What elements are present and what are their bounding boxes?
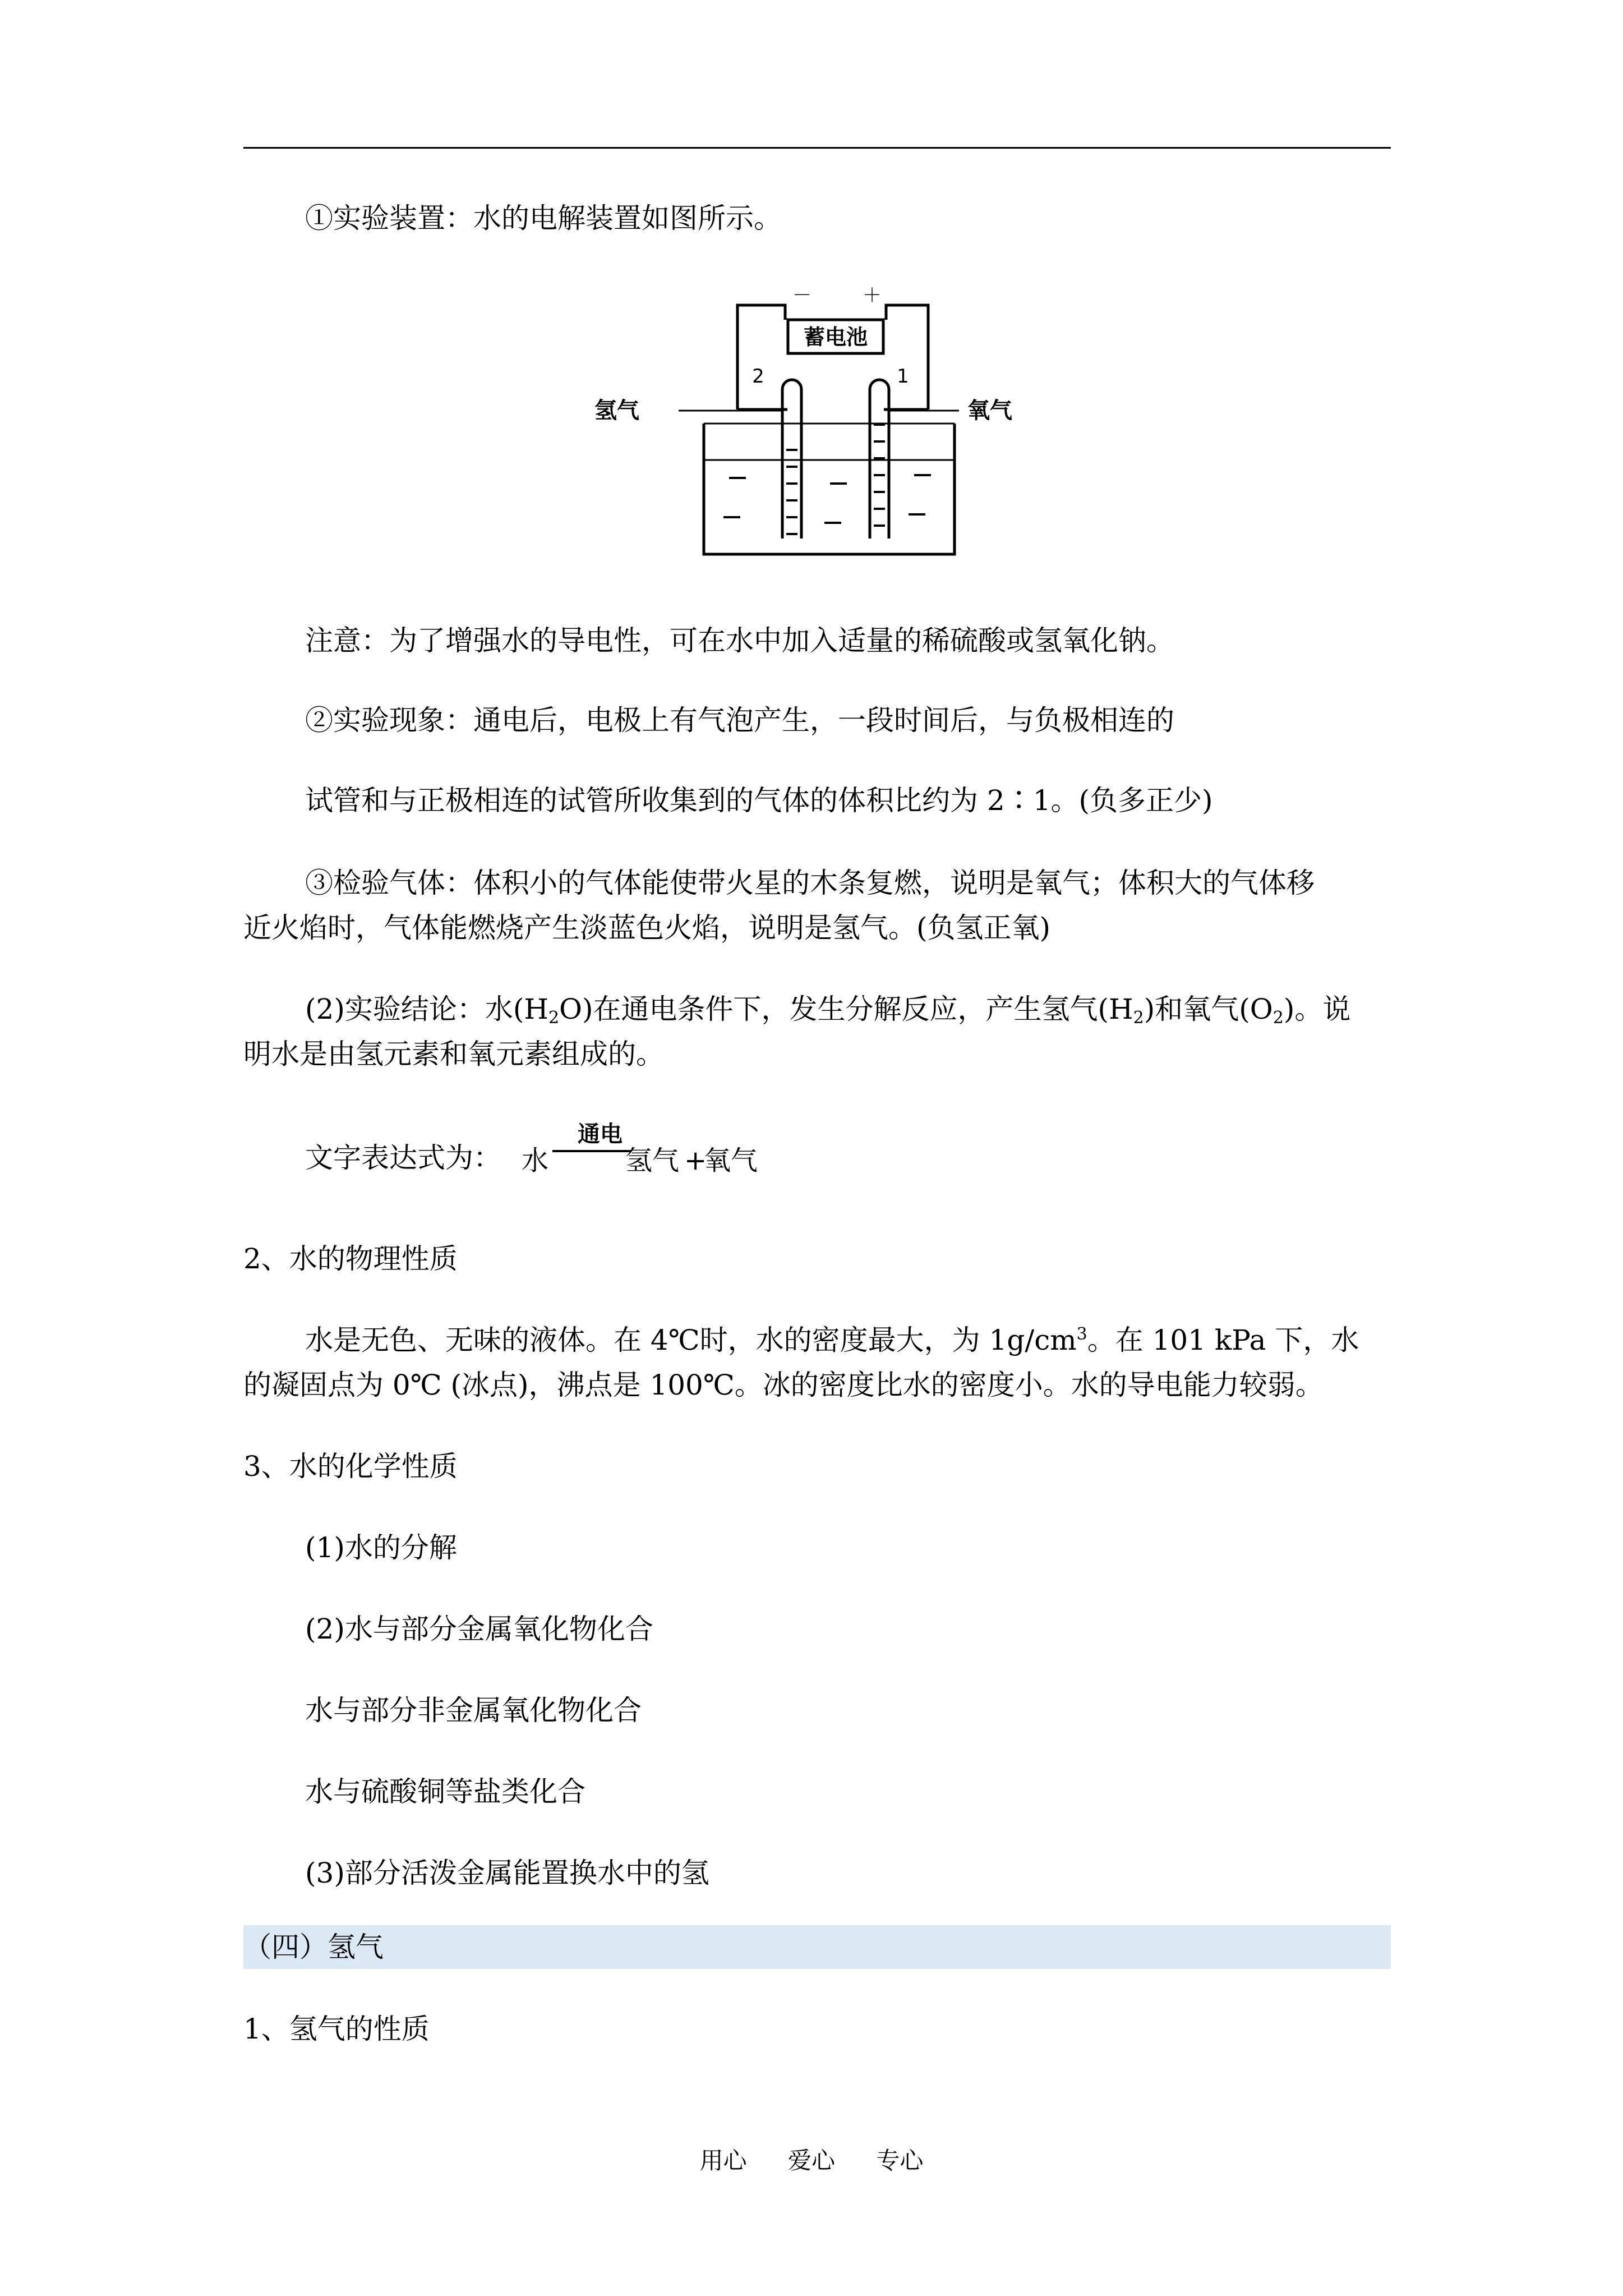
tube-2-label: 2 — [752, 365, 764, 388]
word-equation — [522, 1116, 791, 1184]
chem-item-4: 水与硫酸铜等盐类化合 — [305, 1775, 585, 1808]
wire-positive — [886, 305, 928, 409]
water-dashes — [723, 474, 931, 524]
phenomenon-line-2: 试管和与正极相连的试管所收集到的气体的体积比约为 2∶1。(负多正少) — [305, 784, 1213, 817]
apparatus-line: ①实验装置：水的电解装置如图所示。 — [305, 202, 782, 234]
equation-hydrogen: 氢气 — [625, 1145, 680, 1176]
section-heading: （四）氢气 — [243, 1931, 384, 1963]
expression-label: 文字表达式为： — [305, 1142, 501, 1174]
equation-oxygen: 氧气 — [704, 1145, 758, 1176]
wire-negative — [737, 305, 785, 409]
footer-word-1: 用心 — [699, 2147, 747, 2174]
battery-label: 蓄电池 — [803, 325, 868, 349]
chem-item-1: (1)水的分解 — [305, 1531, 457, 1564]
conclusion-line-1: (2)实验结论：水$(H_2O)$在通电条件下，发生分解反应，产生氢气$(H_2)$和氧气$(O_2)$。说 — [305, 993, 1351, 1028]
conclusion-line-2: 明水是由氢元素和氧元素组成的。 — [243, 1038, 664, 1070]
minus-sign: － — [792, 284, 811, 307]
chemical-title: 3、水的化学性质 — [243, 1450, 458, 1483]
test-gas-line-1: ③检验气体：体积小的气体能使带火星的木条复燃，说明是氧气；体积大的气体移 — [305, 867, 1315, 899]
chem-item-2: (2)水与部分金属氧化物化合 — [305, 1613, 653, 1645]
footer-word-3: 专心 — [876, 2147, 924, 2174]
hydrogen-label: 氢气 — [594, 398, 639, 424]
equation-plus: + — [684, 1145, 707, 1176]
tube-1-label: 1 — [897, 365, 909, 388]
physical-title: 2、水的物理性质 — [243, 1243, 458, 1275]
hydrogen-props-title: 1、氢气的性质 — [243, 2013, 430, 2045]
oxygen-label: 氧气 — [967, 398, 1012, 424]
section-heading-bar — [243, 1925, 1391, 1969]
physical-line-2: 的凝固点为 0℃ (冰点)，沸点是 100℃。冰的密度比水的密度小。水的导电能力较弱。 — [243, 1369, 1324, 1401]
note-line: 注意：为了增强水的导电性，可在水中加入适量的稀硫酸或氢氧化钠。 — [305, 624, 1174, 657]
chem-item-3: 水与部分非金属氧化物化合 — [305, 1694, 642, 1727]
test-gas-line-2: 近火焰时，气体能燃烧产生淡蓝色火焰，说明是氢气。(负氢正氧) — [243, 912, 1051, 944]
plus-sign: ＋ — [863, 284, 882, 307]
chem-item-5: (3)部分活泼金属能置换水中的氢 — [305, 1857, 709, 1889]
phenomenon-line-1: ②实验现象：通电后，电极上有气泡产生，一段时间后，与负极相连的 — [305, 704, 1174, 737]
vessel — [704, 424, 955, 554]
equation-condition: 通电 — [578, 1121, 623, 1147]
page-footer — [0, 2144, 1623, 2178]
physical-line-1: 水是无色、无味的液体。在 4℃时，水的密度最大，为 $1g/cm^3$。在 101 kPa 下，水 — [305, 1324, 1359, 1356]
equation-water: 水 — [522, 1145, 549, 1176]
footer-word-2: 爱心 — [787, 2147, 835, 2174]
electrolysis-diagram — [594, 280, 1032, 572]
header-rule — [243, 147, 1391, 149]
